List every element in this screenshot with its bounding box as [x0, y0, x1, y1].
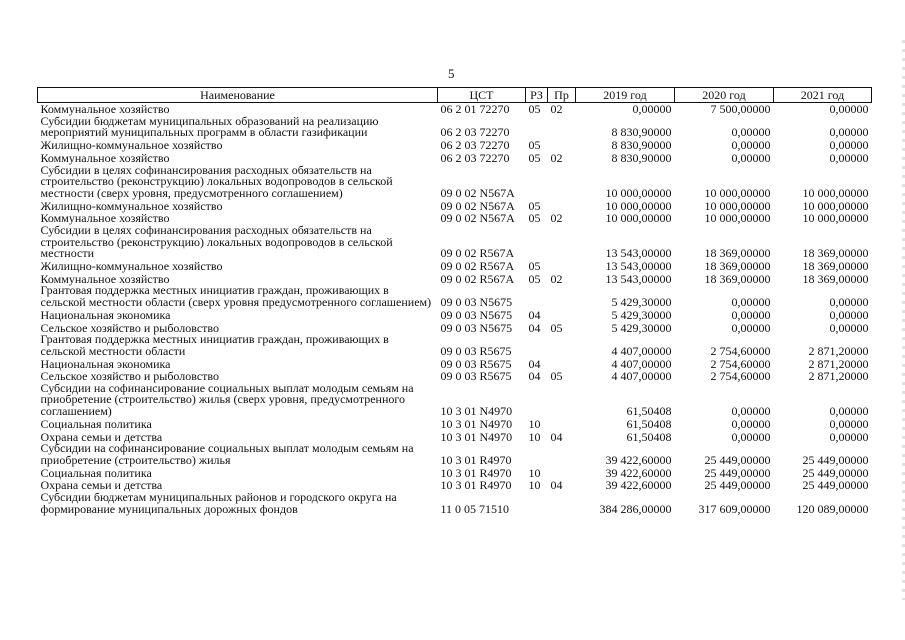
- table-row: [38, 418, 872, 431]
- row-cst: 10 3 01 R4970: [440, 452, 512, 467]
- row-pr: [548, 466, 576, 479]
- row-name: Национальная экономика: [40, 307, 171, 322]
- row-cst: 10 3 01 R4970: [440, 465, 512, 480]
- row-2020: 2 754,60000: [710, 356, 771, 371]
- header-cst: ЦСТ: [438, 88, 526, 103]
- header-pr: Пр: [548, 88, 576, 103]
- row-2019: 4 407,00000: [611, 343, 672, 358]
- row-pr: [548, 260, 576, 273]
- row-pr: [548, 225, 576, 260]
- row-2021: 25 449,00000: [802, 465, 869, 480]
- row-pr: 05: [550, 320, 563, 335]
- row-rz: 05: [528, 198, 541, 213]
- header-2019: 2019 год: [576, 88, 675, 103]
- row-name: Национальная экономика: [40, 356, 171, 371]
- row-rz: 05: [528, 258, 541, 273]
- row-name: Субсидии бюджетам муниципальных районов и городского округа на формирование муниципальных дорожных фондов: [40, 490, 397, 516]
- row-name: Грантовая поддержка местных инициатив граждан, проживающих в сельской местности области (сверх уровня предусмотренного соглашением): [40, 283, 432, 309]
- header-name: Наименование: [38, 88, 438, 103]
- row-2021: 10 000,00000: [802, 211, 869, 226]
- row-name: Охрана семьи и детства: [40, 478, 163, 493]
- row-2020: 10 000,00000: [704, 185, 771, 200]
- row-2021: 0,00000: [829, 416, 869, 431]
- row-2021: 18 369,00000: [802, 258, 869, 273]
- row-name: Сельское хозяйство и рыболовство: [40, 369, 220, 384]
- table-header-row: [38, 88, 872, 103]
- row-pr: 02: [550, 150, 563, 165]
- row-2020: 0,00000: [731, 404, 771, 419]
- row-rz: [526, 334, 548, 357]
- row-name: Коммунальное хозяйство: [40, 102, 170, 117]
- row-2019: 4 407,00000: [611, 369, 672, 384]
- row-2019: 13 543,00000: [605, 271, 672, 286]
- row-2020: 2 754,60000: [710, 343, 771, 358]
- row-cst: 09 0 02 N567A: [440, 185, 515, 200]
- row-rz: [526, 225, 548, 260]
- row-2020: 18 369,00000: [704, 246, 771, 261]
- row-pr: [548, 418, 576, 431]
- row-2021: 2 871,20000: [808, 343, 869, 358]
- row-rz: 10: [528, 416, 541, 431]
- row-name: Субсидии на софинансирование социальных выплат молодым семьям на приобретение (строительство) жилья (сверх уровня, предусмотренного соглашением): [40, 380, 414, 419]
- row-pr: [548, 492, 576, 515]
- table-row: [38, 260, 872, 273]
- row-2019: 61,50408: [626, 416, 672, 431]
- row-pr: [548, 116, 576, 139]
- page-number: 5: [448, 66, 455, 81]
- row-2020: 18 369,00000: [704, 271, 771, 286]
- row-2021: 0,00000: [829, 125, 869, 140]
- table-row: [38, 383, 872, 418]
- row-pr: 02: [550, 102, 563, 117]
- row-2019: 61,50408: [626, 429, 672, 444]
- table-row: [38, 466, 872, 479]
- row-2019: 5 429,30000: [611, 320, 672, 335]
- row-2021: 0,00000: [829, 404, 869, 419]
- row-pr: 02: [550, 211, 563, 226]
- row-name: Субсидии в целях софинансирования расходных обязательств на строительство (реконструкцию) локальных водопроводов в сельской местности (сверх уровня, предусмотренного соглашением): [40, 162, 393, 200]
- row-rz: 05: [528, 150, 541, 165]
- row-2021: 120 089,00000: [796, 501, 869, 516]
- header-rz: РЗ: [526, 88, 548, 103]
- row-2020: 0,00000: [731, 150, 771, 165]
- row-2019: 4 407,00000: [611, 356, 672, 371]
- row-pr: [548, 285, 576, 308]
- row-rz: [526, 116, 548, 139]
- row-rz: 04: [528, 369, 541, 384]
- row-2021: 10 000,00000: [802, 198, 869, 213]
- row-2021: 10 000,00000: [802, 185, 869, 200]
- row-rz: 04: [528, 307, 541, 322]
- row-rz: [526, 285, 548, 308]
- row-name: Коммунальное хозяйство: [40, 211, 170, 226]
- row-rz: 05: [528, 271, 541, 286]
- row-pr: [548, 309, 576, 322]
- row-cst: 10 3 01 R4970: [440, 478, 512, 493]
- row-cst: 09 0 02 R567A: [440, 258, 515, 273]
- table-row: [38, 165, 872, 200]
- row-2019: 8 830,90000: [611, 150, 672, 165]
- row-cst: 06 2 03 72270: [440, 138, 510, 153]
- row-name: Жилищно-коммунальное хозяйство: [40, 138, 223, 153]
- row-2020: 0,00000: [731, 307, 771, 322]
- row-2020: 0,00000: [731, 320, 771, 335]
- row-cst: 09 0 03 N5675: [440, 294, 513, 309]
- row-2019: 8 830,90000: [611, 138, 672, 153]
- row-cst: 09 0 03 N5675: [440, 320, 513, 335]
- row-pr: [548, 199, 576, 212]
- row-2019: 10 000,00000: [605, 211, 672, 226]
- table-row: [38, 443, 872, 466]
- row-pr: 05: [550, 369, 563, 384]
- row-2020: 0,00000: [731, 125, 771, 140]
- budget-table: [37, 87, 872, 515]
- row-cst: 06 2 03 72270: [440, 150, 510, 165]
- row-2021: 0,00000: [829, 320, 869, 335]
- row-rz: 10: [528, 465, 541, 480]
- row-2021: 0,00000: [829, 307, 869, 322]
- row-2021: 0,00000: [829, 150, 869, 165]
- row-cst: 10 3 01 N4970: [440, 404, 513, 419]
- row-rz: 05: [528, 102, 541, 117]
- row-2019: 13 543,00000: [605, 258, 672, 273]
- row-2021: 18 369,00000: [802, 246, 869, 261]
- row-rz: 04: [528, 320, 541, 335]
- row-2020: 25 449,00000: [704, 452, 771, 467]
- table-row: [38, 334, 872, 357]
- row-cst: 09 0 02 N567A: [440, 198, 515, 213]
- row-rz: [526, 383, 548, 418]
- row-name: Субсидии в целях софинансирования расходных обязательств на строительство (реконструкцию) локальных водопроводов в сельской местности: [40, 222, 393, 261]
- row-2019: 5 429,30000: [611, 294, 672, 309]
- row-2019: 5 429,30000: [611, 307, 672, 322]
- row-2021: 0,00000: [829, 294, 869, 309]
- row-cst: 10 3 01 N4970: [440, 429, 513, 444]
- row-name: Коммунальное хозяйство: [40, 150, 170, 165]
- row-2021: 2 871,20000: [808, 369, 869, 384]
- row-rz: 05: [528, 138, 541, 153]
- row-2019: 61,50408: [626, 404, 672, 419]
- row-2020: 10 000,00000: [704, 198, 771, 213]
- row-cst: 09 0 02 R567A: [440, 246, 515, 261]
- row-2020: 0,00000: [731, 429, 771, 444]
- row-pr: [548, 443, 576, 466]
- row-2019: 10 000,00000: [605, 185, 672, 200]
- header-2020: 2020 год: [675, 88, 774, 103]
- row-2019: 10 000,00000: [605, 198, 672, 213]
- row-rz: [526, 165, 548, 200]
- row-name: Социальная политика: [40, 465, 152, 480]
- row-2021: 0,00000: [829, 138, 869, 153]
- row-cst: 11 0 05 71510: [440, 501, 510, 516]
- row-name: Охрана семьи и детства: [40, 429, 163, 444]
- row-2020: 2 754,60000: [710, 369, 771, 384]
- row-cst: 06 2 01 72270: [440, 102, 510, 117]
- row-2020: 18 369,00000: [704, 258, 771, 273]
- row-pr: [548, 165, 576, 200]
- row-pr: [548, 139, 576, 152]
- row-2021: 18 369,00000: [802, 271, 869, 286]
- row-rz: 04: [528, 356, 541, 371]
- row-2019: 39 422,60000: [605, 478, 672, 493]
- row-cst: 10 3 01 N4970: [440, 416, 513, 431]
- row-name: Сельское хозяйство и рыболовство: [40, 320, 220, 335]
- header-2021: 2021 год: [774, 88, 872, 103]
- row-pr: 04: [550, 429, 563, 444]
- row-cst: 09 0 03 R5675: [440, 343, 512, 358]
- table-row: [38, 199, 872, 212]
- row-2020: 0,00000: [731, 416, 771, 431]
- row-2019: 0,00000: [632, 102, 672, 117]
- row-2019: 13 543,00000: [605, 246, 672, 261]
- row-cst: 09 0 02 N567A: [440, 211, 515, 226]
- table-row: [38, 139, 872, 152]
- row-2021: 0,00000: [829, 429, 869, 444]
- row-cst: 06 2 03 72270: [440, 125, 510, 140]
- row-2021: 0,00000: [829, 102, 869, 117]
- row-2019: 8 830,90000: [611, 125, 672, 140]
- table-row: [38, 116, 872, 139]
- table-row: [38, 285, 872, 308]
- table-row: [38, 357, 872, 370]
- row-pr: 04: [550, 478, 563, 493]
- row-name: Коммунальное хозяйство: [40, 271, 170, 286]
- row-name: Грантовая поддержка местных инициатив граждан, проживающих в сельской местности области: [40, 332, 389, 358]
- row-2020: 10 000,00000: [704, 211, 771, 226]
- row-pr: [548, 357, 576, 370]
- row-pr: 02: [550, 271, 563, 286]
- row-2020: 317 609,00000: [698, 501, 771, 516]
- row-2019: 384 286,00000: [599, 501, 672, 516]
- row-name: Социальная политика: [40, 416, 152, 431]
- row-rz: 05: [528, 211, 541, 226]
- row-cst: 09 0 03 N5675: [440, 307, 513, 322]
- row-2020: 0,00000: [731, 138, 771, 153]
- row-2020: 0,00000: [731, 294, 771, 309]
- row-2021: 2 871,20000: [808, 356, 869, 371]
- row-cst: 09 0 03 R5675: [440, 356, 512, 371]
- row-2019: 39 422,60000: [605, 452, 672, 467]
- row-2020: 25 449,00000: [704, 478, 771, 493]
- row-2021: 25 449,00000: [802, 478, 869, 493]
- table-row: [38, 492, 872, 515]
- row-name: Жилищно-коммунальное хозяйство: [40, 258, 223, 273]
- row-pr: [548, 334, 576, 357]
- row-2019: 39 422,60000: [605, 465, 672, 480]
- row-pr: [548, 383, 576, 418]
- row-rz: 10: [528, 478, 541, 493]
- row-name: Жилищно-коммунальное хозяйство: [40, 198, 223, 213]
- row-rz: [526, 492, 548, 515]
- table-row: [38, 225, 872, 260]
- row-2020: 7 500,00000: [710, 102, 771, 117]
- row-name: Субсидии на софинансирование социальных выплат молодым семьям на приобретение (строительство) жилья: [40, 441, 414, 467]
- row-name: Субсидии бюджетам муниципальных образований на реализацию мероприятий муниципальных программ в области газификации: [40, 113, 379, 140]
- row-rz: 10: [528, 429, 541, 444]
- table-row: [38, 309, 872, 322]
- row-cst: 09 0 02 R567A: [440, 271, 515, 286]
- row-rz: [526, 443, 548, 466]
- row-2021: 25 449,00000: [802, 452, 869, 467]
- row-2020: 25 449,00000: [704, 465, 771, 480]
- row-cst: 09 0 03 R5675: [440, 369, 512, 384]
